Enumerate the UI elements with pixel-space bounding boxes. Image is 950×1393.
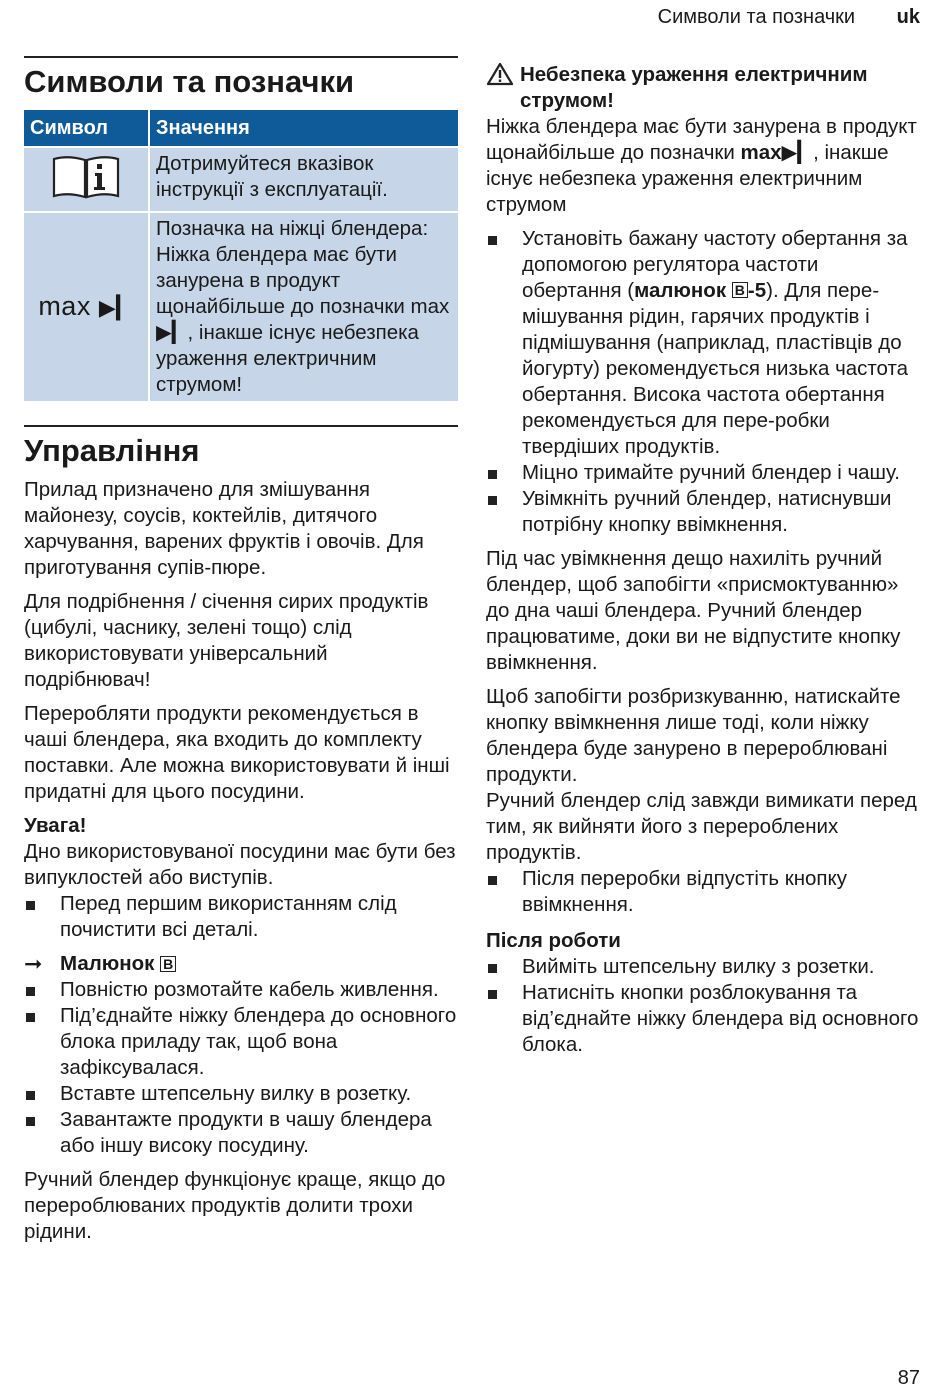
symbol-cell [24,148,148,211]
symbols-heading: Символи та позначки [24,64,355,99]
paragraph: Під час увімкнення дещо нахиліть ручний блендер, щоб запобігти «присмоктуванню» до дна чаші блендера. Ручний блендер працюватиме, доки ви не відпустите кнопку ввімкнення. [486,547,901,674]
paragraph: Ручний блендер функціонує краще, якщо до перероблюваних продуктів долити трохи рідини. [24,1168,446,1243]
paragraph: Переробляти продукти рекомендується в чаші блендера, яка входить до комплекту поставки. Але можна використовувати й інші придатні для цього посудини. [24,702,450,803]
paragraph: Щоб запобігти розбризкуванню, натискайте кнопку ввімкнення лише тоді, коли ніжку блендера буде занурено в перероблювані продукти. [486,685,901,786]
right-column [486,62,922,1066]
list-item: Перед першим використанням слід почистити всі деталі. [24,891,458,943]
list-item: Увімкніть ручний блендер, натиснувши потрібну кнопку ввімкнення. [486,486,922,538]
paragraph: Для подрібнення / січення сирих продуктів (цибулі, часнику, зелені тощо) слід використовувати універсальний подрібнювач! [24,590,429,691]
table-row [24,213,458,401]
left-column [24,56,458,1253]
list-item: Установіть бажану частоту обертання за допомогою регулятора частоти обертання (малюнок B -5). Для пере-мішування рідин, гарячих продуктів і підмішування (наприклад, пластівців до йогурту) рекомендується низька частота обертання. Висока частота обертання рекомендується для пере-робки твердіших продуктів. [486,226,922,460]
table-row [24,148,458,211]
page-header [658,4,920,30]
attention-text: Дно використовуваної посудини має бути без випуклостей або виступів. [24,840,456,889]
after-work-title: Після роботи [486,929,621,952]
figure-letter-box: B [160,956,176,972]
symbols-table [22,108,460,403]
page-number: 87 [897,1367,920,1389]
warning-text: Ніжка блендера має бути занурена в продукт щонайбільше до позначки max▶▎, інакше існує небезпека ураження електричним струмом [486,115,917,216]
list-item: Завантажте продукти в чашу блендера або іншу високу посудину. [24,1107,458,1159]
bullet-list [24,891,458,943]
warning-triangle-icon [486,62,520,114]
right-arrow-icon: ➞ [24,951,43,976]
bullet-list [486,954,922,1058]
max-mark-symbol: max ▶▎ [38,290,134,321]
meaning-cell: Дотримуйтеся вказівок інструкції з експлуатації. [150,148,458,211]
col-header-symbol: Символ [24,110,148,146]
bullet-list [486,226,922,538]
list-item: Натисніть кнопки розблокування та від’єднайте ніжку блендера від основного блока. [486,980,922,1058]
section-rule [24,425,458,427]
book-info-icon [50,151,122,201]
list-item: Міцно тримайте ручний блендер і чашу. [486,460,922,486]
list-item: Вставте штепсельну вилку в розетку. [24,1081,458,1107]
paragraph: Ручний блендер слід завжди вимикати перед тим, як вийняти його з перероблених продуктів. [486,789,917,864]
list-item: Повністю розмотайте кабель живлення. [24,977,458,1003]
warning-heading [486,62,922,114]
list-item: Під’єднайте ніжку блендера до основного блока приладу так, щоб вона зафіксувалася. [24,1003,458,1081]
symbols-table-header [24,110,458,146]
bullet-list [486,866,922,918]
bullet-list [24,977,458,1159]
header-title: Символи та позначки [657,6,856,28]
figure-letter-box: B [732,282,748,298]
operation-heading: Управління [24,433,200,468]
paragraph: Прилад призначено для змішування майонезу, соусів, коктейлів, дитячого харчування, варених фруктів і овочів. Для приготування супів-пюре. [24,478,424,579]
warning-title: Небезпека ураження електричним струмом! [520,63,868,112]
list-item: Вийміть штепсельну вилку з розетки. [486,954,922,980]
figure-reference: ➞ Малюнок B [24,951,458,977]
attention-title: Увага! [24,814,87,837]
meaning-cell: Позначка на ніжці блендера: Ніжка блендера має бути занурена в продукт щонайбільше до позначки max ▶▎, інакше існує небезпека ураження електричним струмом! [150,213,458,401]
symbol-cell [24,213,148,401]
list-item: Після переробки відпустіть кнопку ввімкнення. [486,866,922,918]
col-header-meaning: Значення [150,110,458,146]
section-rule [24,56,458,58]
header-language: uk [896,6,920,28]
